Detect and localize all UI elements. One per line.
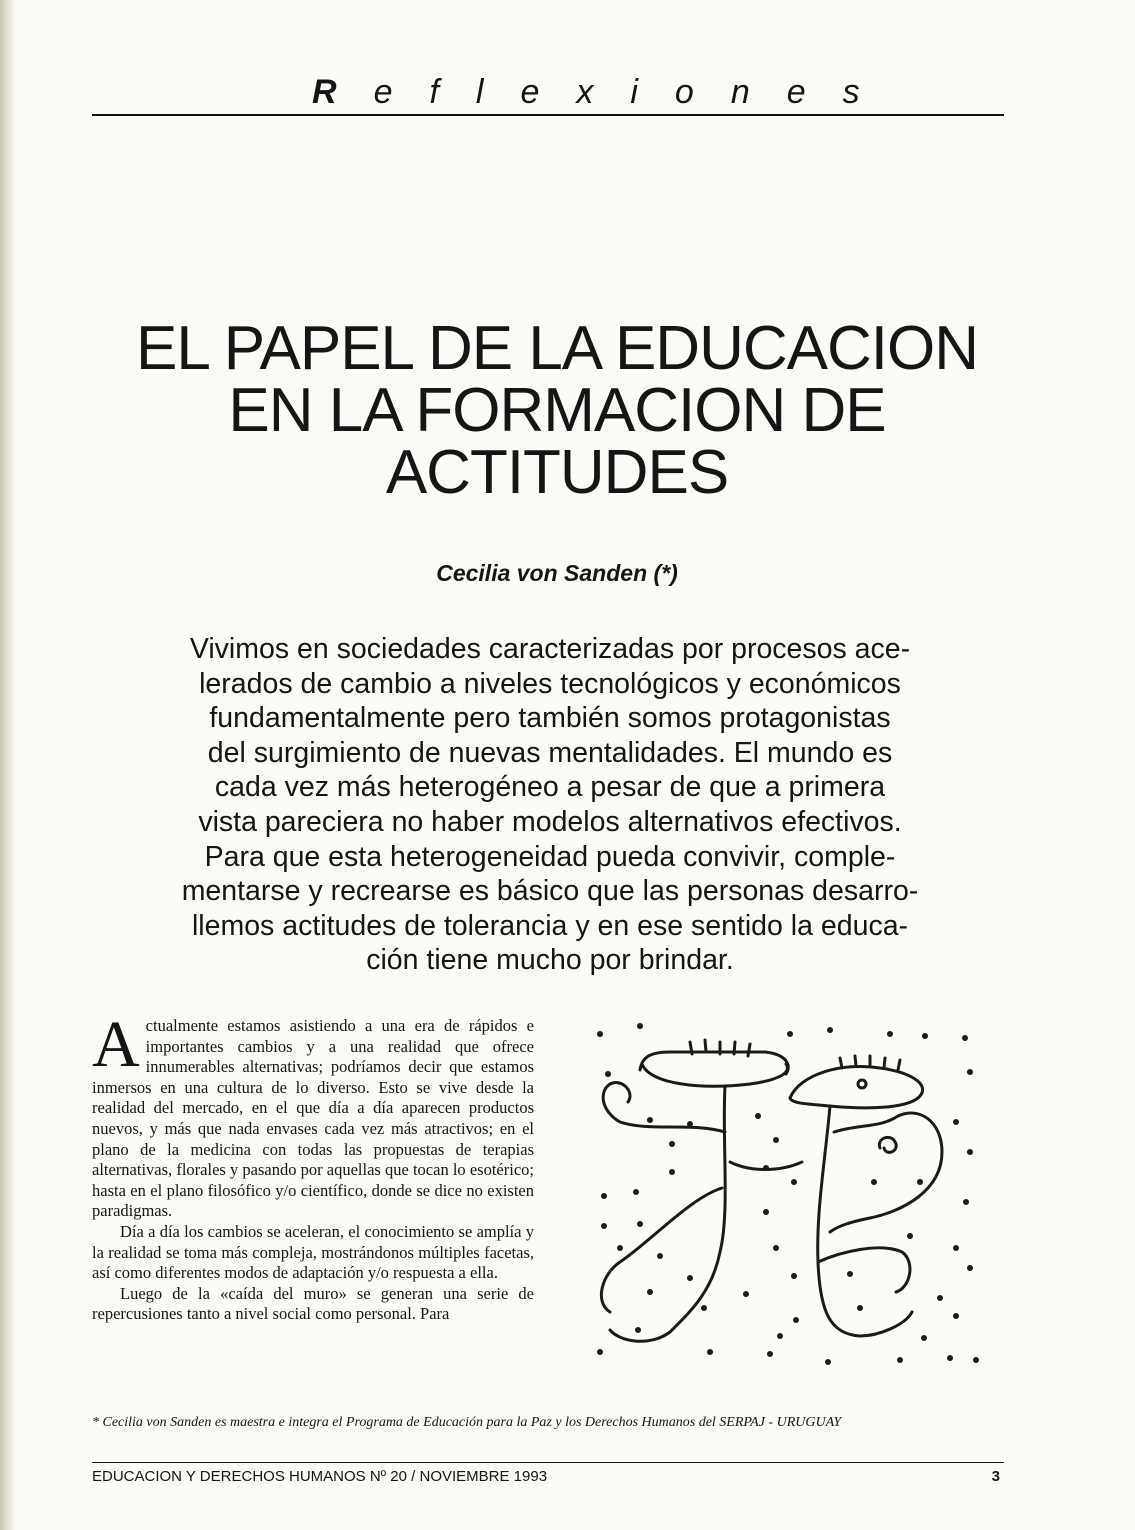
lead-line: llemos actitudes de tolerancia y en ese sentido la educa- — [191, 909, 909, 942]
right-figure-head — [790, 1066, 923, 1107]
body-paragraph: Luego de la «caída del muro» se generan una serie de repercusiones tanto a nivel social como personal. Para — [92, 1283, 534, 1324]
drop-cap: A — [92, 1008, 140, 1081]
left-figure-head — [640, 1052, 788, 1074]
lead-line: ción tiene mucho por brindar. — [366, 944, 734, 977]
right-figure-body — [818, 1106, 912, 1336]
title-line: EN LA FORMACION DE — [228, 376, 886, 445]
title-line: EL PAPEL DE LA EDUCACION — [135, 314, 978, 383]
lead-line: cada vez más heterogéneo a pesar de que a primera — [214, 771, 886, 804]
page-edge-shadow — [0, 0, 16, 1530]
lead-line: del surgimiento de nuevas mentalidades. El mundo es — [207, 736, 893, 769]
line-drawing-illustration — [580, 1012, 1000, 1374]
article-title — [92, 314, 1022, 507]
section-header — [92, 72, 1004, 116]
author-footnote: * Cecilia von Sanden es maestra e integra el Programa de Educación para la Paz y los Derechos Humanos del SERPAJ - URUGUAY — [92, 1415, 842, 1430]
article-lead — [100, 632, 1000, 978]
page-number: 3 — [991, 1468, 1000, 1485]
lead-line: fundamentalmente pero también somos protagonistas — [209, 702, 891, 735]
section-title-initial: R — [312, 73, 374, 111]
lead-line: mentarse y recrearse es básico que las personas desarro- — [181, 875, 919, 908]
publication-info: EDUCACION Y DERECHOS HUMANOS Nº 20 / NOVIEMBRE 1993 — [92, 1468, 548, 1485]
section-title-rest: eflexiones — [373, 73, 897, 111]
body-paragraph: Día a día los cambios se aceleran, el conocimiento se amplía y la realidad se toma más compleja, mostrándonos múltiples facetas, así como diferentes modos de adaptación y/o respuesta a ella. — [92, 1221, 534, 1283]
body-paragraph-text: ctualmente estamos asistiendo a una era de rápidos e importantes cambios y a una realidad que ofrece innumerables alternativas; podríamos decir que estamos inmersos en una cultura de lo diverso. Esto se vive desde la realidad del mercado, en el que día a día aparecen productos nuevos, y más que nada envases cada vez más atractivos; en el plano de la medicina con todas las propuestas de terapias alternativas, florales y pasando por aquellas que tocan lo esotérico; hasta en el plano filosófico y/o científico, donde se dice no existen paradigmas. — [92, 1016, 534, 1221]
lead-line: lerados de cambio a niveles tecnológicos y económicos — [199, 667, 901, 700]
lead-line: vista pareciera no haber modelos alternativos efectivos. — [198, 805, 902, 838]
article-author: Cecilia von Sanden (*) — [436, 560, 678, 586]
page-footer — [92, 1462, 1004, 1493]
article-body — [92, 1008, 534, 1325]
lead-line: Vivimos en sociedades caracterizadas por procesos ace- — [189, 633, 911, 665]
section-title — [312, 72, 897, 112]
body-paragraph — [92, 1008, 534, 1222]
title-line: ACTITUDES — [385, 438, 729, 507]
lead-line: Para que esta heterogeneidad pueda convivir, comple- — [204, 840, 896, 873]
